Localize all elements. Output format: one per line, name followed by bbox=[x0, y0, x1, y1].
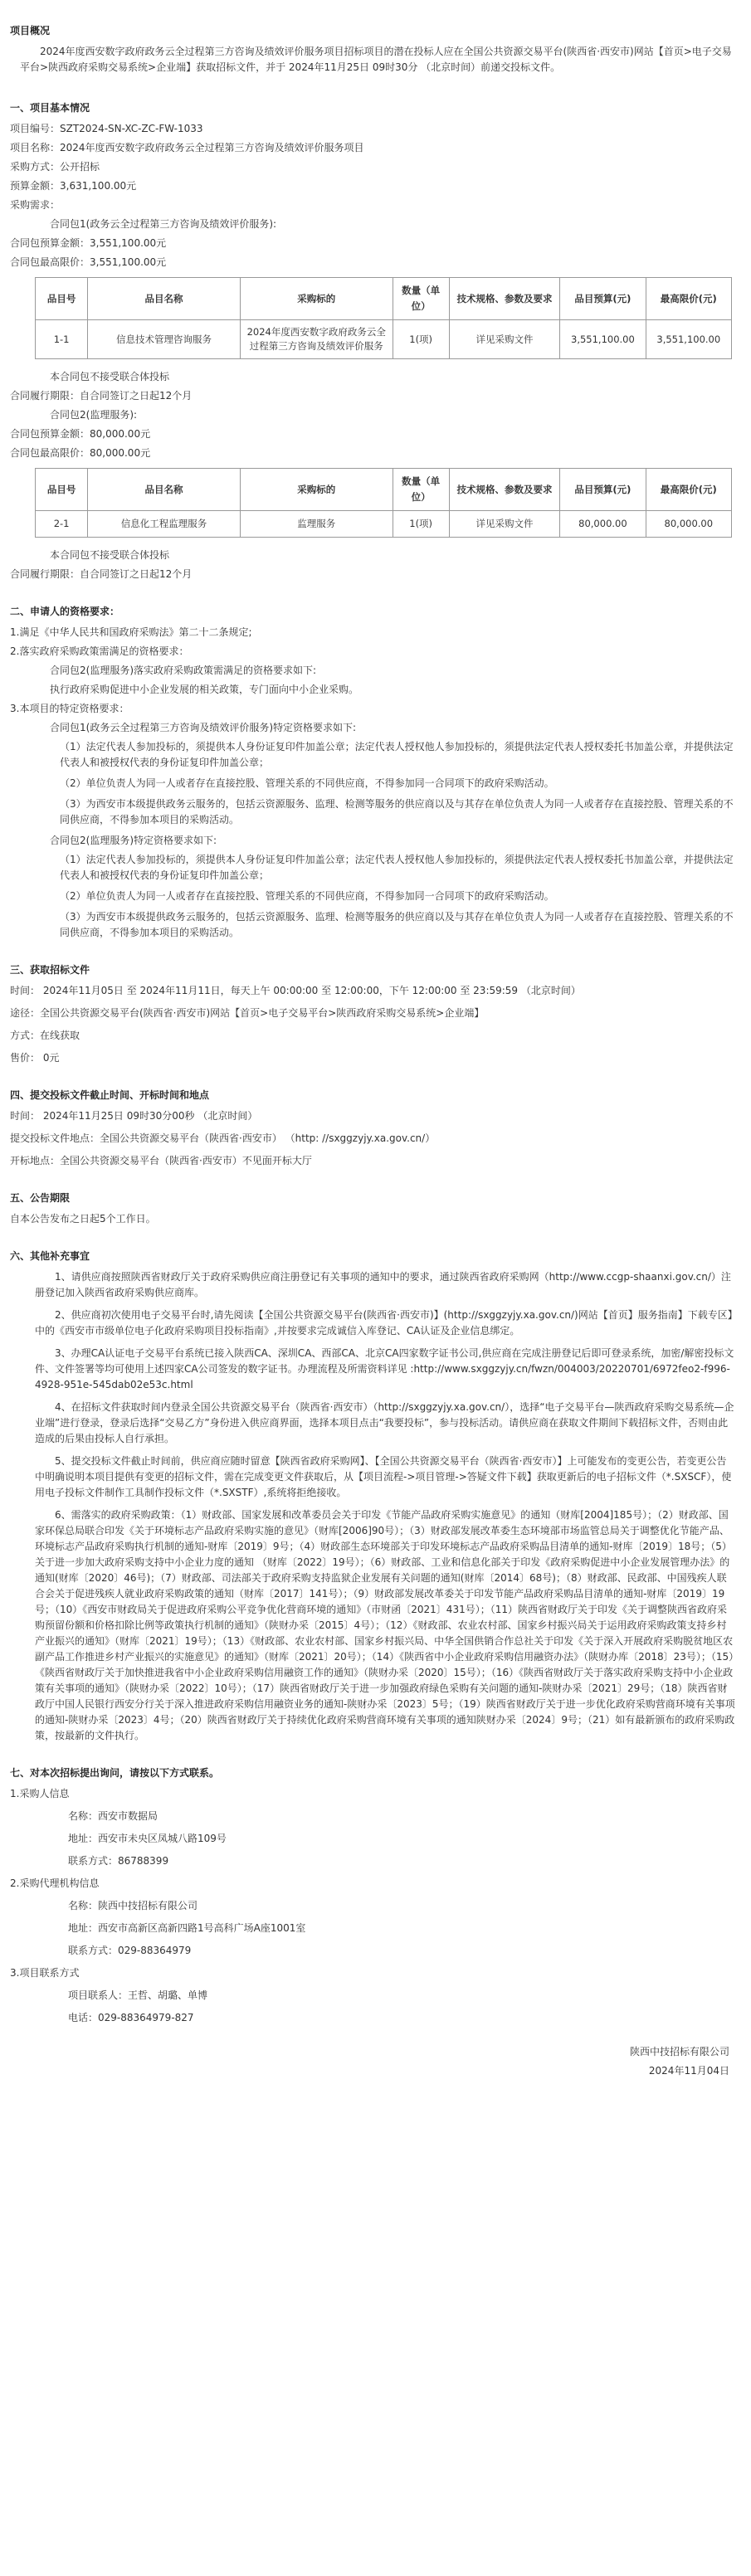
pkg1-max: 合同包最高限价：3,551,100.00元 bbox=[10, 256, 167, 268]
cell-quantity: 1(项) bbox=[393, 511, 449, 538]
col-spec: 技术规格、参数及要求 bbox=[449, 278, 559, 320]
cell-item-name: 信息化工程监理服务 bbox=[88, 511, 241, 538]
footer-org: 陕西中技招标有限公司 bbox=[629, 2046, 729, 2057]
purchaser-address: 地址：西安市未央区凤城八路109号 bbox=[68, 1833, 227, 1844]
submit-place: 提交投标文件地点：全国公共资源交易平台（陕西省·西安市） （http: //sxggzyjy.xa.gov.cn/） bbox=[10, 1132, 436, 1144]
project-contact-title: 3.项目联系方式 bbox=[10, 1967, 80, 1979]
col-item-budget: 品目预算(元) bbox=[560, 278, 646, 320]
section-7-title: 七、对本次招标提出询问，请按以下方式联系。 bbox=[10, 1767, 220, 1779]
pkg2-budget: 合同包预算金额：80,000.00元 bbox=[10, 428, 151, 440]
purchaser-contact: 联系方式：86788399 bbox=[68, 1855, 169, 1867]
section-3-title: 三、获取招标文件 bbox=[10, 964, 90, 976]
req-pkg1-item-3: （3）为西安市本级提供政务云服务的，包括云资源服务、监理、检测等服务的供应商以及与其存在单位负责人为同一人或者存在直接控股、管理关系的不同供应商，不得参加本项目的采购活动。 bbox=[60, 798, 734, 825]
req-pkg2-item-3: （3）为西安市本级提供政务云服务的，包括云资源服务、监理、检测等服务的供应商以及与其存在单位负责人为同一人或者存在直接控股、管理关系的不同供应商，不得参加本项目的采购活动。 bbox=[60, 911, 734, 938]
col-subject: 采购标的 bbox=[240, 469, 393, 511]
pkg2-table-header bbox=[36, 469, 732, 511]
agency-name: 名称：陕西中技招标有限公司 bbox=[68, 1900, 198, 1911]
section-6-title: 六、其他补充事宜 bbox=[10, 1250, 90, 1262]
req-pkg1-title: 合同包1(政务云全过程第三方咨询及绩效评价服务)特定资格要求如下: bbox=[50, 722, 357, 733]
req-2: 2.落实政府采购政策需满足的资格要求： bbox=[10, 645, 189, 657]
pkg1-consortium: 本合同包不接受联合体投标 bbox=[50, 371, 170, 382]
req-pkg1-item-2: （2）单位负责人为同一人或者存在直接控股、管理关系的不同供应商，不得参加同一合同项下的政府采购活动。 bbox=[60, 777, 554, 789]
cell-max-price: 3,551,100.00 bbox=[646, 320, 731, 359]
cell-item-budget: 80,000.00 bbox=[560, 511, 646, 538]
purchaser-name: 名称：西安市数据局 bbox=[68, 1810, 158, 1822]
pkg1-period: 合同履行期限：自合同签订之日起12个月 bbox=[10, 390, 193, 402]
project-contact-phone: 电话：029-88364979-827 bbox=[68, 2012, 194, 2023]
budget-amount: 预算金额：3,631,100.00元 bbox=[10, 180, 137, 192]
cell-spec: 详见采购文件 bbox=[449, 511, 559, 538]
col-item-no: 品目号 bbox=[36, 278, 88, 320]
req-pkg2-item-2: （2）单位负责人为同一人或者存在直接控股、管理关系的不同供应商，不得参加同一合同项下的政府采购活动。 bbox=[60, 890, 554, 902]
table-row bbox=[36, 511, 732, 538]
req-pkg2-policy: 执行政府采购促进中小企业发展的相关政策，专门面向中小企业采购。 bbox=[50, 684, 359, 695]
col-item-budget: 品目预算(元) bbox=[560, 469, 646, 511]
cell-subject: 监理服务 bbox=[240, 511, 393, 538]
col-quantity: 数量（单位） bbox=[393, 278, 449, 320]
supplement-3: 3、办理CA认证电子交易平台系统已接入陕西CA、深圳CA、西部CA、北京CA四家数字证书公司,供应商在完成注册登记后即可登录系统，加密/解密投标文件、文件签署等均可使用上述四家CA公司签发的数字证书。办理流程及所需资料详见 :http://www.sxggzyjy.cn/fwzn/004003/20220701/6972feo2-f996-4928-951e-545dab02e53c.html bbox=[35, 1347, 734, 1390]
pkg2-consortium: 本合同包不接受联合体投标 bbox=[50, 549, 170, 561]
pkg2-title: 合同包2(监理服务): bbox=[50, 409, 138, 421]
col-max-price: 最高限价(元) bbox=[646, 278, 731, 320]
cell-item-name: 信息技术管理咨询服务 bbox=[88, 320, 241, 359]
cell-item-no: 2-1 bbox=[36, 511, 88, 538]
pkg1-table-header bbox=[36, 278, 732, 320]
req-pkg2-item-1: （1）法定代表人参加投标的，须提供本人身份证复印件加盖公章；法定代表人授权他人参加投标的，须提供法定代表人授权委托书加盖公章，并提供法定代表人和被授权代表的身份证复印件加盖公章； bbox=[60, 854, 734, 881]
cell-spec: 详见采购文件 bbox=[449, 320, 559, 359]
req-pkg1-item-1: （1）法定代表人参加投标的，须提供本人身份证复印件加盖公章；法定代表人授权他人参加投标的，须提供法定代表人授权委托书加盖公章，并提供法定代表人和被授权代表的身份证复印件加盖公章； bbox=[60, 741, 734, 768]
footer-date: 2024年11月04日 bbox=[648, 2065, 729, 2077]
col-max-price: 最高限价(元) bbox=[646, 469, 731, 511]
project-contact-person: 项目联系人：王哲、胡璐、单博 bbox=[68, 1989, 208, 2001]
cell-subject: 2024年度西安数字政府政务云全过程第三方咨询及绩效评价服务 bbox=[240, 320, 393, 359]
section-4-title: 四、提交投标文件截止时间、开标时间和地点 bbox=[10, 1089, 210, 1101]
table-row bbox=[36, 320, 732, 359]
cell-max-price: 80,000.00 bbox=[646, 511, 731, 538]
supplement-1: 1、请供应商按照陕西省财政厅关于政府采购供应商注册登记有关事项的通知中的要求，通过陕西省政府采购网（http://www.ccgp-shaanxi.gov.cn/）注册登记加入陕西省政府采购供应商库。 bbox=[35, 1271, 731, 1298]
get-doc-way: 方式：在线获取 bbox=[10, 1030, 80, 1041]
project-no: 项目编号：SZT2024-SN-XC-ZC-FW-1033 bbox=[10, 123, 203, 134]
section-2-title: 二、申请人的资格要求： bbox=[10, 606, 120, 617]
col-item-name: 品目名称 bbox=[88, 278, 241, 320]
agency-address: 地址：西安市高新区高新四路1号高科广场A座1001室 bbox=[68, 1922, 306, 1934]
col-spec: 技术规格、参数及要求 bbox=[449, 469, 559, 511]
overview-title: 项目概况 bbox=[10, 25, 51, 37]
pkg1-table bbox=[35, 277, 732, 359]
req-pkg2-title: 合同包2(监理服务)特定资格要求如下: bbox=[50, 835, 217, 846]
req-1: 1.满足《中华人民共和国政府采购法》第二十二条规定; bbox=[10, 626, 252, 638]
supplement-6: 6、需落实的政府采购政策：（1）财政部、国家发展和改革委员会关于印发《节能产品政府采购实施意见》的通知（财库[2004]185号）；（2）财政部、国家环保总局联合印发《关于环境标志产品政府采购实施的意见》（财库[2006]90号）；（3）财政部发展改革委生态环境部市场监管总局关于调整优化节能产品、环境标志产品政府采购执行机制的通知-财库〔2019〕9号；（4）财政部生态环境部关于印发环境标志产品政府采购品目清单的通知-财库〔2019〕18号；（5）关于进一步加大政府采购支持中小企业力度的通知 （财库〔2022〕19号）；（6）财政部、工业和信息化部关于印发《政府采购促进中小企业发展管理办法》的通知(财库〔2020〕46号)；（7）财政部、司法部关于政府采购支持监狱企业发展有关问题的通知(财库〔2014〕68号)；（8）财政部、民政部、中国残疾人联合会关于促进残疾人就业政府采购政策的通知（财库〔2017〕141号）；（9）财政部发展改革委关于印发节能产品政府采购品目清单的通知-财库〔2019〕19号；（10）《西安市财政局关于促进政府采购公平竞争优化营商环境的通知》（市财函〔2021〕431号）；（11）陕西省财政厅关于印发《关于调整陕西省政府采购预留份额和价格扣除比例等政策执行机制的通知》（陕财办采〔2015〕4号）；（12）《财政部、农业农村部、国家乡村振兴局关于运用政府采购政策支持乡村产业振兴的通知》（财库〔2021〕19号）；（13）《财政部、农业农村部、国家乡村振兴局、中华全国供销合作总社关于印发《关于深入开展政府采购脱贫地区农副产品工作推进乡村产业振兴的实施意见》的通知》（财库〔2021〕20号）；（14）《陕西省中小企业政府采购信用融资办法》（陕财办库〔2018〕23号）；（15）《陕西省财政厅关于加快推进我省中小企业政府采购信用融资工作的通知》（陕财办采〔2020〕15号）；（16）《陕西省财政厅关于落实政府采购支持中小企业政策有关事项的通知》（陕财办采〔2022〕10号）；（17）陕西省财政厅关于进一步加强政府绿色采购有关问题的通知-陕财办采〔2021〕29号；（18）陕西省财政厅中国人民银行西安分行关于深入推进政府采购信用融资业务的通知-陕财办采〔2023〕5号；（19）陕西省财政厅关于进一步优化政府采购营商环境有关事项的通知-陕财办采〔2023〕4号；（20）陕西省财政厅关于持续优化政府采购营商环境有关事项的通知陕财办采〔2024〕9号；（21）如有最新颁布的政府采购政策，按最新的文件执行。 bbox=[35, 1509, 735, 1741]
purchaser-title: 1.采购人信息 bbox=[10, 1788, 70, 1799]
req-3: 3.本项目的特定资格要求： bbox=[10, 703, 129, 714]
agency-title: 2.采购代理机构信息 bbox=[10, 1877, 100, 1889]
section-5-title: 五、公告期限 bbox=[10, 1192, 71, 1204]
overview-text: 2024年度西安数字政府政务云全过程第三方咨询及绩效评价服务项目招标项目的潜在投标人应在全国公共资源交易平台(陕西省·西安市)网站【首页>电子交易平台>陕西政府采购交易系统>企业端】获取招标文件，并于 2024年11月25日 09时30分 （北京时间）前递交投标文件。 bbox=[20, 46, 732, 73]
col-item-no: 品目号 bbox=[36, 469, 88, 511]
get-doc-place: 途径：全国公共资源交易平台(陕西省·西安市)网站【首页>电子交易平台>陕西政府采购交易系统>企业端】 bbox=[10, 1007, 485, 1019]
project-name: 项目名称：2024年度西安数字政府政务云全过程第三方咨询及绩效评价服务项目 bbox=[10, 142, 364, 153]
pkg2-table bbox=[35, 468, 732, 538]
section-1-title: 一、项目基本情况 bbox=[10, 102, 90, 114]
deadline-time: 时间： 2024年11月25日 09时30分00秒 （北京时间） bbox=[10, 1110, 258, 1122]
col-item-name: 品目名称 bbox=[88, 469, 241, 511]
get-doc-price: 售价： 0元 bbox=[10, 1052, 60, 1064]
pkg1-budget: 合同包预算金额：3,551,100.00元 bbox=[10, 237, 167, 249]
cell-item-no: 1-1 bbox=[36, 320, 88, 359]
open-place: 开标地点：全国公共资源交易平台（陕西省·西安市）不见面开标大厅 bbox=[10, 1155, 312, 1166]
supplement-2: 2、供应商初次使用电子交易平台时,请先阅读【全国公共资源交易平台(陕西省·西安市)】(http://sxggzyjy.xa.gov.cn/)网站【首页】服务指南】下载专区】中的《西安市市级单位电子化政府采购项目投标指南》,并按要求完成诚信入库登记、CA认证及企业信息绑定。 bbox=[35, 1309, 733, 1337]
notice-period: 自本公告发布之日起5个工作日。 bbox=[10, 1213, 156, 1225]
procurement-demand: 采购需求： bbox=[10, 199, 61, 211]
cell-item-budget: 3,551,100.00 bbox=[560, 320, 646, 359]
pkg1-title: 合同包1(政务云全过程第三方咨询及绩效评价服务): bbox=[50, 218, 277, 230]
col-subject: 采购标的 bbox=[240, 278, 393, 320]
cell-quantity: 1(项) bbox=[393, 320, 449, 359]
procurement-method: 采购方式：公开招标 bbox=[10, 161, 100, 173]
col-quantity: 数量（单位） bbox=[393, 469, 449, 511]
pkg2-max: 合同包最高限价：80,000.00元 bbox=[10, 447, 151, 459]
get-doc-time: 时间： 2024年11月05日 至 2024年11月11日，每天上午 00:00:00 至 12:00:00，下午 12:00:00 至 23:59:59 （北京时间） bbox=[10, 985, 581, 996]
supplement-4: 4、在招标文件获取时间内登录全国公共资源交易平台（陕西省·西安市）（http://sxggzyjy.xa.gov.cn/），选择“电子交易平台—陕西政府采购交易系统—企业端”进行登录，登录后选择“交易乙方”身份进入供应商界面，选择本项目点击“我要投标”，参与投标活动。请供应商在获取文件期间下载招标文件，否则由此造成的后果由投标人自行承担。 bbox=[35, 1401, 734, 1444]
supplement-5: 5、提交投标文件截止时间前，供应商应随时留意【陕西省政府采购网】、【全国公共资源交易平台（陕西省·西安市）】上可能发布的变更公告，若变更公告中明确说明本项目提供有变更的招标文件，需在完成变更文件获取后，从【项目流程->项目管理->答疑文件下载】获取更新后的电子招标文件（*.SXSCF），使用电子投标文件制作工具制作投标文件（*.SXSTF）,系统将拒绝接收。 bbox=[35, 1455, 732, 1498]
req-pkg2-policy-title: 合同包2(监理服务)落实政府采购政策需满足的资格要求如下: bbox=[50, 665, 317, 676]
pkg2-period: 合同履行期限：自合同签订之日起12个月 bbox=[10, 568, 193, 580]
agency-contact: 联系方式：029-88364979 bbox=[68, 1945, 192, 1956]
